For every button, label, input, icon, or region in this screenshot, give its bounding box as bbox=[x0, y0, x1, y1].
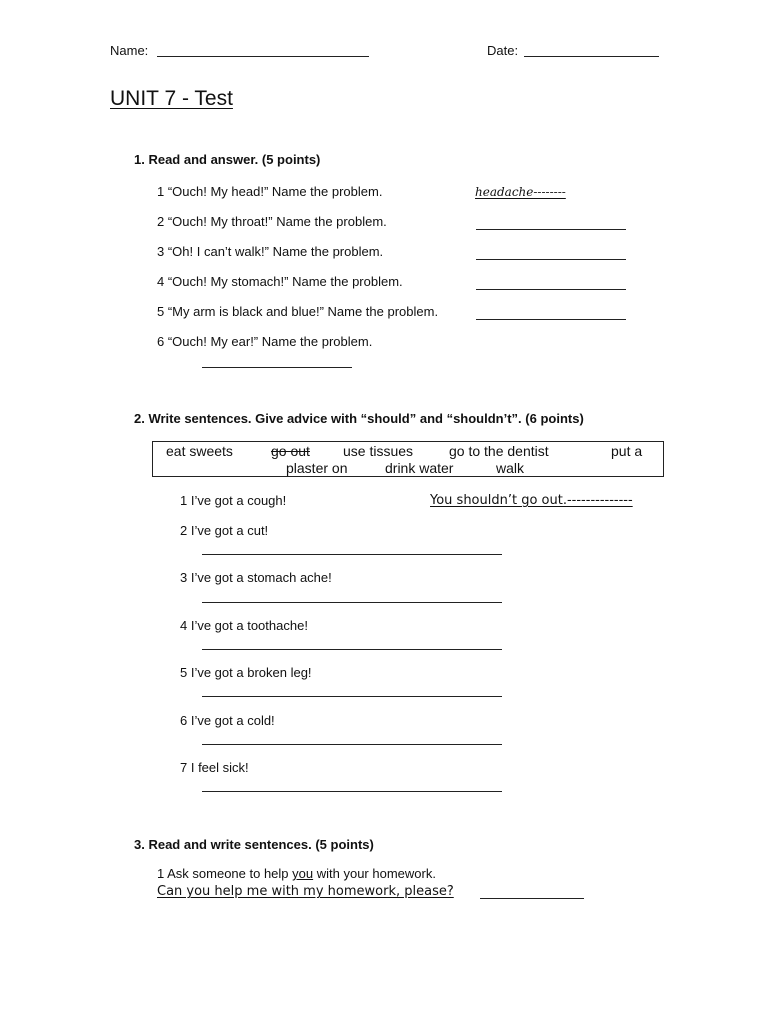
s1-question-5: 5 “My arm is black and blue!” Name the problem. bbox=[157, 304, 439, 319]
section1-heading: 1. Read and answer. (5 points) bbox=[134, 152, 321, 167]
s2-answer-line-2[interactable] bbox=[202, 554, 502, 555]
s1-answer-line-3[interactable] bbox=[476, 259, 626, 260]
s1-answer-line-2[interactable] bbox=[476, 229, 626, 230]
section2-heading: 2. Write sentences. Give advice with “should” and “shouldn’t”. (6 points) bbox=[134, 411, 584, 426]
s3-answer-1: Can you help me with my homework, please? bbox=[157, 884, 454, 899]
s1-question-3: 3 “Oh! I can’t walk!” Name the problem. bbox=[157, 244, 384, 259]
s1-answer-line-4[interactable] bbox=[476, 289, 626, 290]
s3-prompt-1-underlined: you bbox=[292, 866, 314, 881]
s1-answer-line-5[interactable] bbox=[476, 319, 626, 320]
s2-prompt-6: 6 I’ve got a cold! bbox=[180, 713, 275, 728]
section3-heading: 3. Read and write sentences. (5 points) bbox=[134, 837, 374, 852]
s2-answer-line-7[interactable] bbox=[202, 791, 502, 792]
s2-answer-1 bbox=[430, 493, 633, 508]
s1-question-4: 4 “Ouch! My stomach!” Name the problem. bbox=[157, 274, 403, 289]
s2-prompt-1: 1 I’ve got a cough! bbox=[180, 493, 287, 508]
s1-question-6: 6 “Ouch! My ear!” Name the problem. bbox=[157, 334, 373, 349]
word-put-a: put a bbox=[611, 443, 643, 459]
word-plaster-on: plaster on bbox=[286, 460, 348, 476]
s3-prompt-1 bbox=[157, 866, 436, 881]
name-label: Name: bbox=[110, 43, 149, 58]
s2-answer-line-5[interactable] bbox=[202, 696, 502, 697]
s3-answer-line-1[interactable] bbox=[480, 898, 584, 899]
s3-prompt-1-post: with your homework. bbox=[313, 866, 436, 881]
word-go-out: go out bbox=[271, 443, 310, 459]
s1-question-1: 1 “Ouch! My head!” Name the problem. bbox=[157, 184, 383, 199]
s2-prompt-5: 5 I’ve got a broken leg! bbox=[180, 665, 312, 680]
s1-answer-line-6[interactable] bbox=[202, 367, 352, 368]
s1-answer-1: headache-------- bbox=[475, 185, 566, 199]
date-field[interactable] bbox=[524, 56, 659, 57]
s2-prompt-2: 2 I’ve got a cut! bbox=[180, 523, 269, 538]
s1-question-2: 2 “Ouch! My throat!” Name the problem. bbox=[157, 214, 387, 229]
s2-prompt-7: 7 I feel sick! bbox=[180, 760, 249, 775]
page-title: UNIT 7 - Test bbox=[110, 87, 233, 110]
s2-answer-line-4[interactable] bbox=[202, 649, 502, 650]
word-eat-sweets: eat sweets bbox=[166, 443, 233, 459]
word-drink-water: drink water bbox=[385, 460, 454, 476]
name-field[interactable] bbox=[157, 56, 369, 57]
word-walk: walk bbox=[496, 460, 525, 476]
s2-answer-1-text: You shouldn’t go out. bbox=[430, 493, 567, 508]
s2-answer-line-6[interactable] bbox=[202, 744, 502, 745]
s2-prompt-3: 3 I’ve got a stomach ache! bbox=[180, 570, 332, 585]
word-go-to-the-dentist: go to the dentist bbox=[449, 443, 549, 459]
s2-prompt-4: 4 I’ve got a toothache! bbox=[180, 618, 308, 633]
s3-prompt-1-pre: 1 Ask someone to help bbox=[157, 866, 293, 881]
word-box bbox=[152, 441, 664, 477]
date-label: Date: bbox=[487, 43, 519, 58]
s2-answer-line-3[interactable] bbox=[202, 602, 502, 603]
s2-answer-1-dashes: -------------- bbox=[566, 493, 633, 508]
word-use-tissues: use tissues bbox=[343, 443, 414, 459]
